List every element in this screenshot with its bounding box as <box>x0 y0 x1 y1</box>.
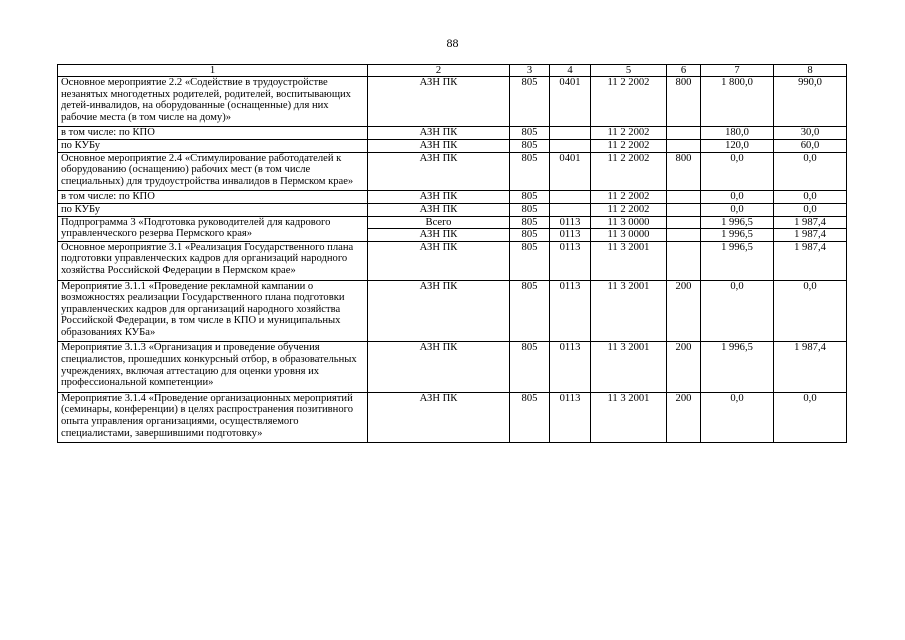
row-csr: 11 3 0000 <box>591 216 667 229</box>
row-value-8: 1 987,4 <box>774 216 847 229</box>
row-grbs: 805 <box>510 229 550 242</box>
row-vr: 800 <box>667 77 701 127</box>
table-row <box>58 152 847 191</box>
row-value-7: 120,0 <box>701 139 774 152</box>
row-admin: Всего <box>368 216 510 229</box>
row-csr: 11 3 2001 <box>591 342 667 392</box>
table-row <box>58 127 847 140</box>
row-grbs: 805 <box>510 280 550 342</box>
column-header: 7 <box>701 65 774 77</box>
row-value-8: 30,0 <box>774 127 847 140</box>
table-row <box>58 342 847 392</box>
row-grbs: 805 <box>510 139 550 152</box>
row-name: в том числе: по КПО <box>58 191 368 204</box>
row-name: Подпрограмма 3 «Подготовка руководителей для кадрового управленческого резерва Пермского края» <box>58 216 368 241</box>
table-row <box>58 280 847 342</box>
row-name: Мероприятие 3.1.3 «Организация и проведение обучения специалистов, прошедших конкурсный отбор, в образовательных учреждениях, включая аттестацию для оценки уровня их профессиональной компетенции» <box>58 342 368 392</box>
column-header: 5 <box>591 65 667 77</box>
row-value-7: 1 800,0 <box>701 77 774 127</box>
row-vr: 200 <box>667 392 701 442</box>
row-name: по КУБу <box>58 203 368 216</box>
row-vr: 200 <box>667 342 701 392</box>
header-row <box>58 65 847 77</box>
row-rzpr <box>550 191 591 204</box>
row-admin: АЗН ПК <box>368 280 510 342</box>
row-rzpr: 0113 <box>550 216 591 229</box>
row-csr: 11 3 0000 <box>591 229 667 242</box>
row-rzpr <box>550 127 591 140</box>
row-value-8: 0,0 <box>774 280 847 342</box>
row-value-8: 1 987,4 <box>774 241 847 280</box>
row-vr <box>667 127 701 140</box>
row-value-8: 1 987,4 <box>774 342 847 392</box>
row-value-8: 0,0 <box>774 152 847 191</box>
row-grbs: 805 <box>510 342 550 392</box>
row-csr: 11 3 2001 <box>591 392 667 442</box>
column-header: 1 <box>58 65 368 77</box>
row-grbs: 805 <box>510 216 550 229</box>
row-admin: АЗН ПК <box>368 203 510 216</box>
row-csr: 11 2 2002 <box>591 152 667 191</box>
row-value-7: 0,0 <box>701 191 774 204</box>
row-admin: АЗН ПК <box>368 241 510 280</box>
row-csr: 11 2 2002 <box>591 127 667 140</box>
row-rzpr: 0113 <box>550 392 591 442</box>
row-vr <box>667 139 701 152</box>
budget-table <box>57 64 847 443</box>
row-vr <box>667 241 701 280</box>
row-value-8: 990,0 <box>774 77 847 127</box>
row-value-7: 0,0 <box>701 203 774 216</box>
row-csr: 11 2 2002 <box>591 191 667 204</box>
row-vr: 200 <box>667 280 701 342</box>
row-value-8: 1 987,4 <box>774 229 847 242</box>
row-vr <box>667 229 701 242</box>
table-row <box>58 392 847 442</box>
row-name: в том числе: по КПО <box>58 127 368 140</box>
row-csr: 11 2 2002 <box>591 139 667 152</box>
row-vr <box>667 216 701 229</box>
row-admin: АЗН ПК <box>368 342 510 392</box>
row-csr: 11 2 2002 <box>591 203 667 216</box>
row-name: Мероприятие 3.1.4 «Проведение организационных мероприятий (семинары, конференции) в целях распространения позитивного опыта управления организациями, осуществляемого специалистами, завершившими подготовку» <box>58 392 368 442</box>
row-rzpr: 0113 <box>550 280 591 342</box>
column-header: 4 <box>550 65 591 77</box>
row-grbs: 805 <box>510 152 550 191</box>
row-vr <box>667 191 701 204</box>
row-value-7: 1 996,5 <box>701 229 774 242</box>
row-vr: 800 <box>667 152 701 191</box>
column-header: 2 <box>368 65 510 77</box>
row-admin: АЗН ПК <box>368 392 510 442</box>
row-admin: АЗН ПК <box>368 229 510 242</box>
row-admin: АЗН ПК <box>368 191 510 204</box>
row-grbs: 805 <box>510 127 550 140</box>
row-value-7: 1 996,5 <box>701 342 774 392</box>
row-grbs: 805 <box>510 241 550 280</box>
table-row <box>58 216 847 229</box>
row-name: Основное мероприятие 2.4 «Стимулирование работодателей к оборудованию (оснащению) рабочих мест (в том числе специальных) для трудоустройства инвалидов в Пермском крае» <box>58 152 368 191</box>
row-csr: 11 2 2002 <box>591 77 667 127</box>
row-rzpr: 0113 <box>550 229 591 242</box>
row-csr: 11 3 2001 <box>591 280 667 342</box>
page-number: 88 <box>446 36 459 50</box>
row-value-7: 1 996,5 <box>701 241 774 280</box>
column-header: 8 <box>774 65 847 77</box>
row-rzpr: 0113 <box>550 342 591 392</box>
row-rzpr: 0401 <box>550 77 591 127</box>
column-header: 6 <box>667 65 701 77</box>
table-row <box>58 191 847 204</box>
row-csr: 11 3 2001 <box>591 241 667 280</box>
column-header: 3 <box>510 65 550 77</box>
row-rzpr: 0401 <box>550 152 591 191</box>
row-name: Мероприятие 3.1.1 «Проведение рекламной кампании о возможностях реализации Государственного плана подготовки управленческих кадров для организаций народного хозяйства Российской Федерации, в том числе в КПО и муниципальных образованиях КУБа» <box>58 280 368 342</box>
table-row <box>58 77 847 127</box>
row-grbs: 805 <box>510 203 550 216</box>
row-value-7: 180,0 <box>701 127 774 140</box>
row-rzpr <box>550 139 591 152</box>
row-value-7: 0,0 <box>701 280 774 342</box>
row-grbs: 805 <box>510 191 550 204</box>
row-grbs: 805 <box>510 392 550 442</box>
row-value-7: 1 996,5 <box>701 216 774 229</box>
row-admin: АЗН ПК <box>368 139 510 152</box>
row-rzpr <box>550 203 591 216</box>
row-admin: АЗН ПК <box>368 77 510 127</box>
row-value-7: 0,0 <box>701 152 774 191</box>
table-row <box>58 203 847 216</box>
table-row <box>58 241 847 280</box>
row-value-8: 0,0 <box>774 203 847 216</box>
row-rzpr: 0113 <box>550 241 591 280</box>
row-value-7: 0,0 <box>701 392 774 442</box>
row-grbs: 805 <box>510 77 550 127</box>
table-row <box>58 139 847 152</box>
row-value-8: 60,0 <box>774 139 847 152</box>
row-admin: АЗН ПК <box>368 127 510 140</box>
row-name: по КУБу <box>58 139 368 152</box>
row-value-8: 0,0 <box>774 191 847 204</box>
row-value-8: 0,0 <box>774 392 847 442</box>
row-vr <box>667 203 701 216</box>
row-name: Основное мероприятие 3.1 «Реализация Государственного плана подготовки управленческих кадров для организаций народного хозяйства Российской Федерации в Пермском крае» <box>58 241 368 280</box>
row-admin: АЗН ПК <box>368 152 510 191</box>
row-name: Основное мероприятие 2.2 «Содействие в трудоустройстве незанятых многодетных родителей, родителей, воспитывающих детей-инвалидов, на оборудованные (оснащенные) для них рабочие места (в том числе на дому)» <box>58 77 368 127</box>
